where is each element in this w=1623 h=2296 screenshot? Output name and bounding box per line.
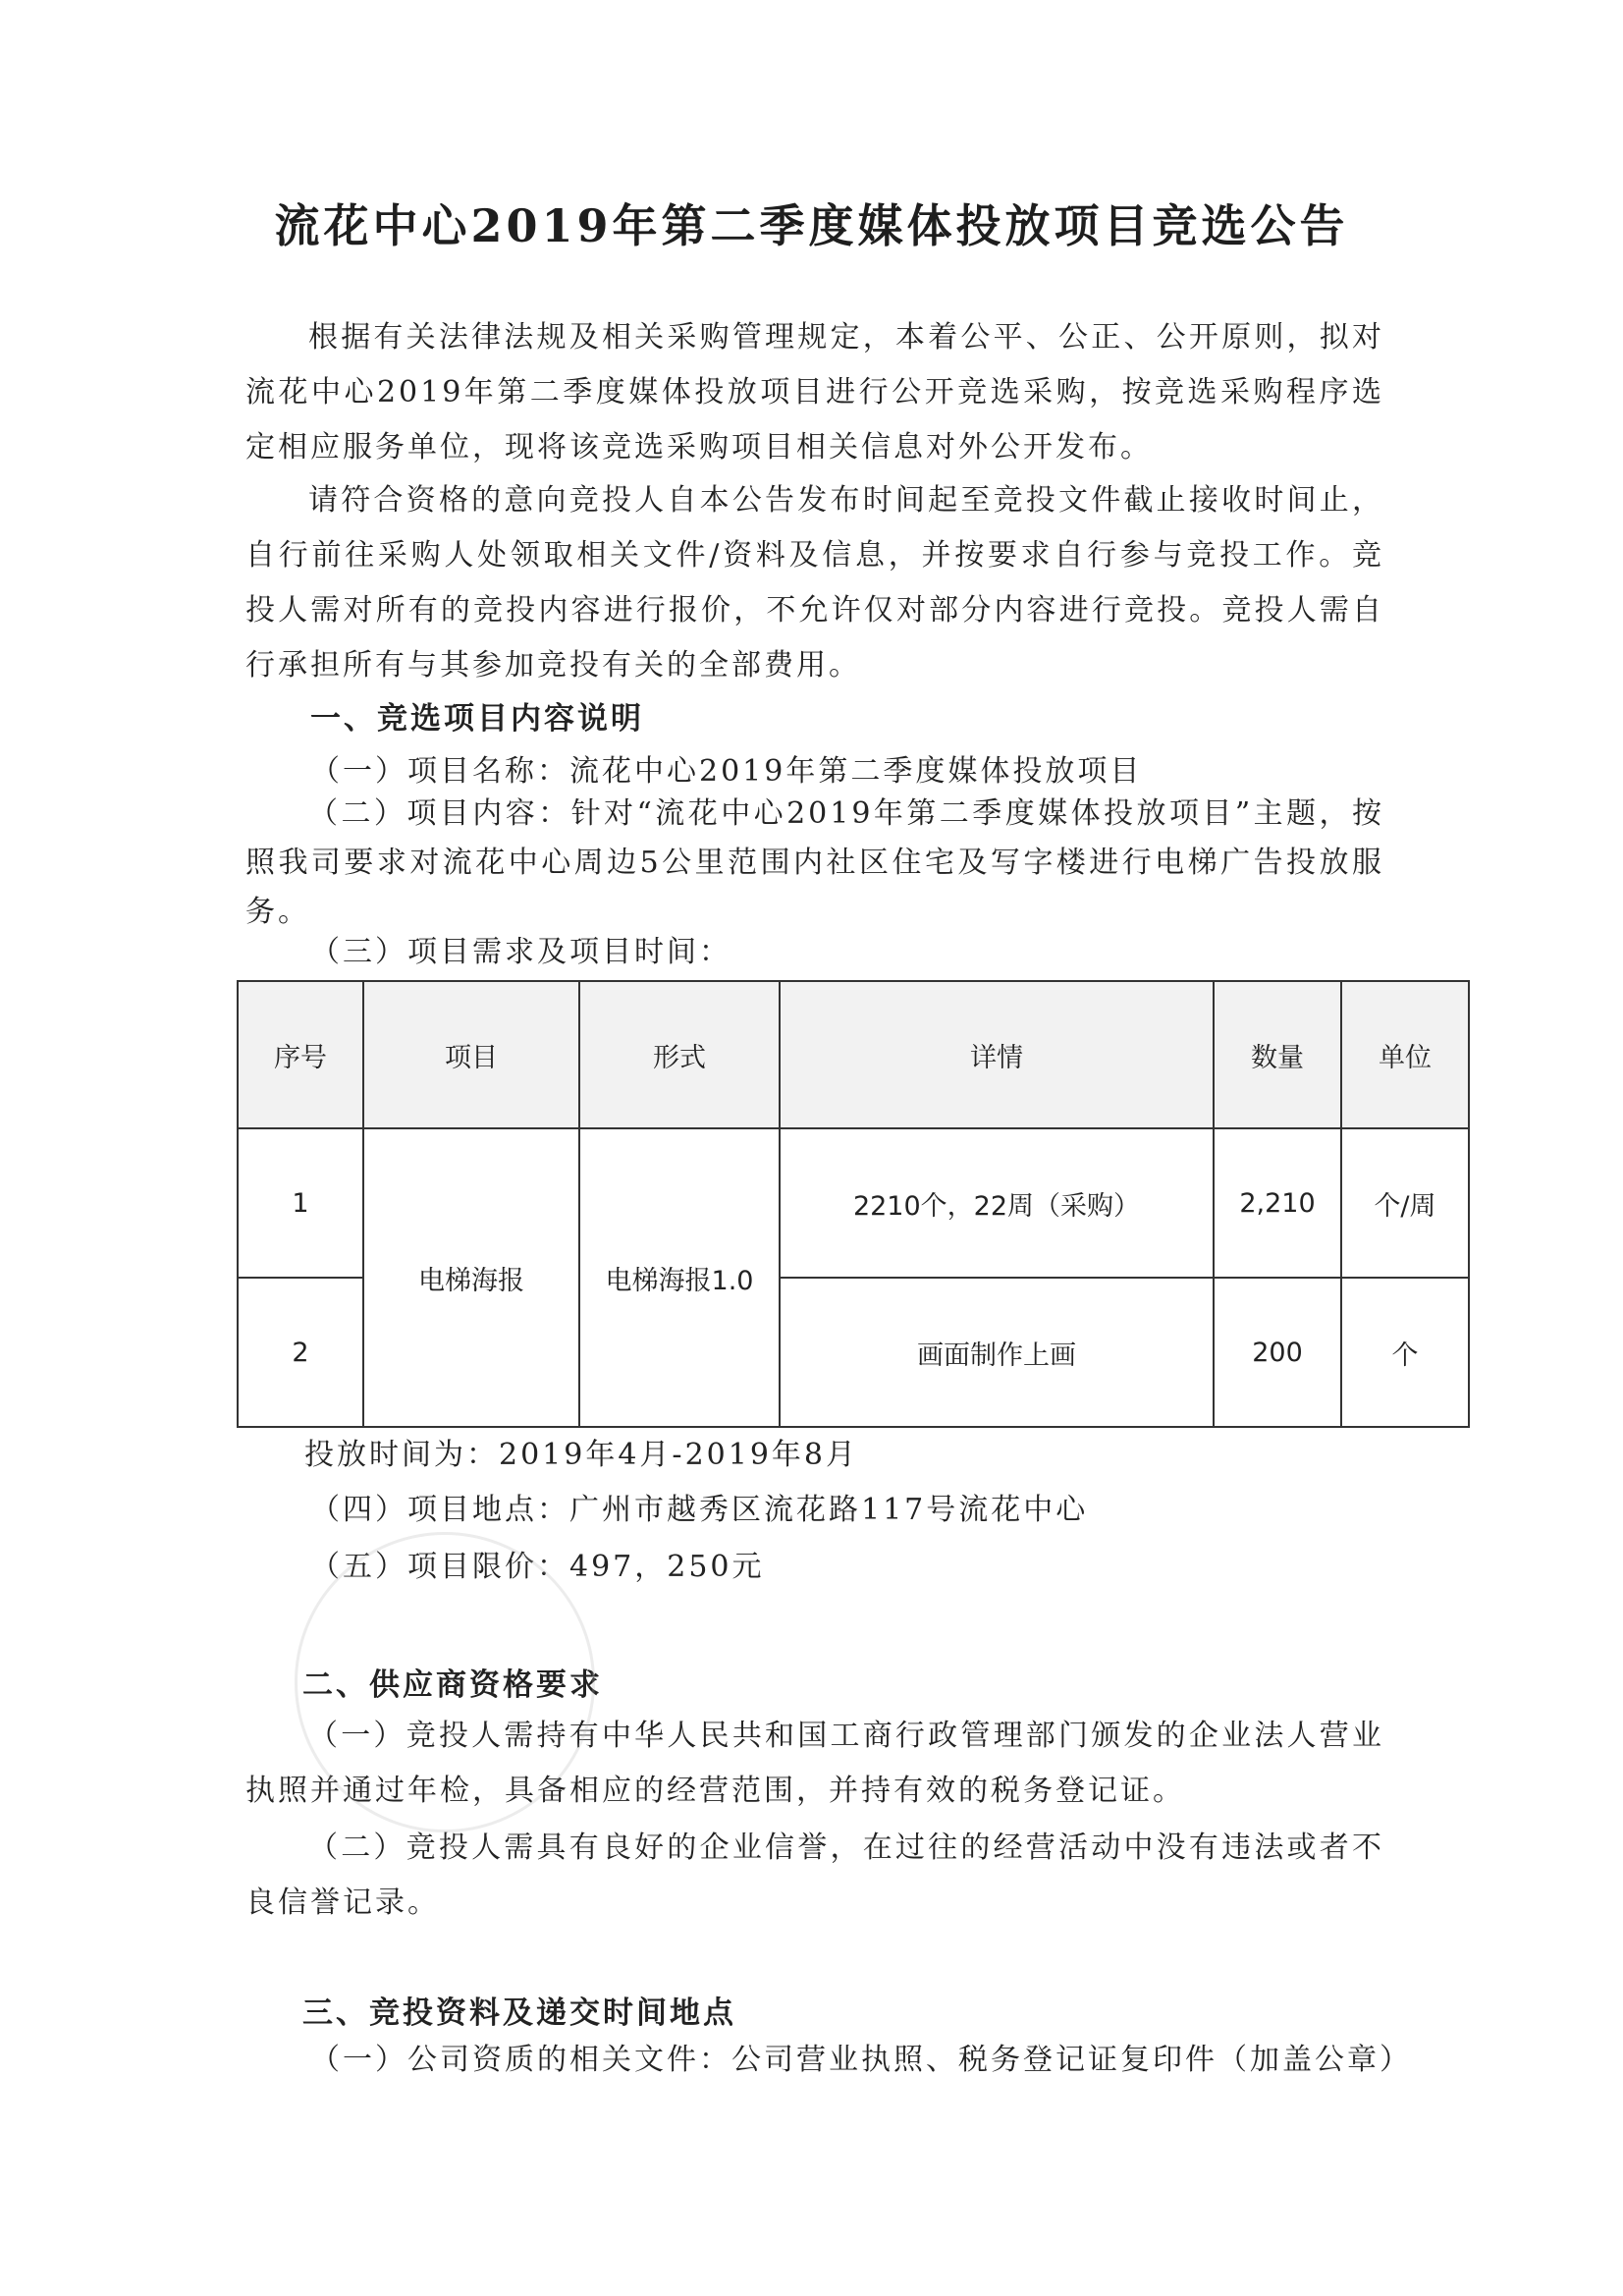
row-unit: 个/周 xyxy=(1341,1128,1469,1278)
table-header-row xyxy=(238,981,1469,1128)
header-qty: 数量 xyxy=(1214,981,1341,1128)
row-no: 2 xyxy=(238,1278,363,1427)
project-price-limit: （五）项目限价：497，250元 xyxy=(310,1550,765,1584)
project-requirements-label: （三）项目需求及项目时间： xyxy=(310,935,731,969)
section2-heading: 二、供应商资格要求 xyxy=(302,1667,603,1703)
project-name: （一）项目名称：流花中心2019年第二季度媒体投放项目 xyxy=(310,754,1143,789)
header-format: 形式 xyxy=(579,981,780,1128)
faded-seal xyxy=(295,1532,595,1832)
document-title: 流花中心2019年第二季度媒体投放项目竞选公告 xyxy=(274,199,1349,252)
project-location: （四）项目地点：广州市越秀区流花路117号流花中心 xyxy=(310,1493,1089,1527)
documents-required: （一）公司资质的相关文件：公司营业执照、税务登记证复印件（加盖公章） xyxy=(310,2043,1412,2077)
row-qty: 200 xyxy=(1214,1278,1341,1427)
section1-heading: 一、竞选项目内容说明 xyxy=(310,701,644,737)
row-unit: 个 xyxy=(1341,1278,1469,1427)
header-unit: 单位 xyxy=(1341,981,1469,1128)
row-format: 电梯海报1.0 xyxy=(579,1128,780,1427)
intro-paragraph-1: 根据有关法律法规及相关采购管理规定，本着公平、公正、公开原则，拟对流花中心2019年第二季度媒体投放项目进行公开竞选采购，按竞选采购程序选定相应服务单位，现将该竞选采购项目相关信息对外公开发布。 xyxy=(245,320,1384,465)
qualification-1: （一）竞投人需持有中华人民共和国工商行政管理部门颁发的企业法人营业执照并通过年检，具备相应的经营范围，并持有效的税务登记证。 xyxy=(245,1719,1384,1808)
qualification-2: （二）竞投人需具有良好的企业信誉，在过往的经营活动中没有违法或者不良信誉记录。 xyxy=(245,1831,1384,1920)
row-detail: 画面制作上画 xyxy=(780,1278,1214,1427)
requirements-table xyxy=(237,980,1470,1428)
row-qty: 2,210 xyxy=(1214,1128,1341,1278)
intro-paragraph-2: 请符合资格的意向竞投人自本公告发布时间起至竞投文件截止接收时间止，自行前往采购人处领取相关文件/资料及信息，并按要求自行参与竞投工作。竞投人需对所有的竞投内容进行报价，不允许仅对部分内容进行竞投。竞投人需自行承担所有与其参加竞投有关的全部费用。 xyxy=(245,483,1384,683)
delivery-period: 投放时间为：2019年4月-2019年8月 xyxy=(304,1438,859,1472)
row-detail: 2210个，22周（采购） xyxy=(780,1128,1214,1278)
header-no: 序号 xyxy=(238,981,363,1128)
header-project: 项目 xyxy=(363,981,579,1128)
row-no: 1 xyxy=(238,1128,363,1278)
header-detail: 详情 xyxy=(780,981,1214,1128)
project-content: （二）项目内容：针对“流花中心2019年第二季度媒体投放项目”主题，按照我司要求对流花中心周边5公里范围内社区住宅及写字楼进行电梯广告投放服务。 xyxy=(245,796,1384,929)
section3-heading: 三、竞投资料及递交时间地点 xyxy=(302,1995,736,2031)
table-row xyxy=(238,1128,1469,1278)
row-project: 电梯海报 xyxy=(363,1128,579,1427)
